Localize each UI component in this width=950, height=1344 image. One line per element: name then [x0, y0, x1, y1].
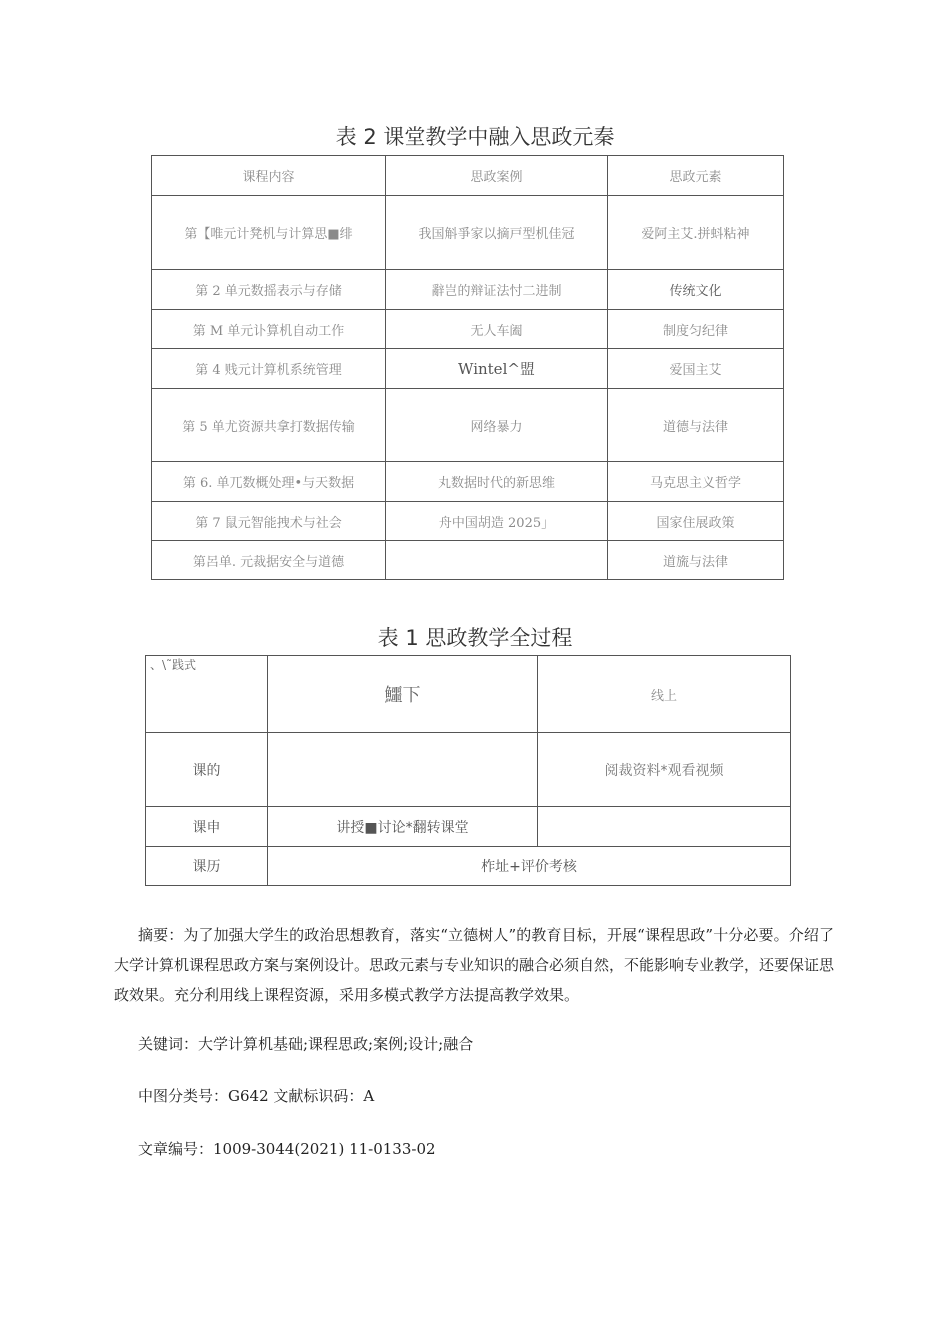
cell-case: Wintel^盟 — [386, 349, 608, 389]
cell-case: 我国斛爭家以摘戸型机佳冠 — [386, 196, 608, 270]
cell-content: 第 6. 单兀数概处理•与天数据 — [152, 462, 386, 502]
classification: 中图分类号：G642 文献标识码：A — [138, 1087, 375, 1105]
cell-case: 无人车阖 — [386, 310, 608, 349]
table-row — [146, 847, 791, 886]
row-label: 课历 — [146, 847, 268, 886]
table-row — [152, 541, 784, 580]
table-row — [152, 502, 784, 541]
table-row — [152, 196, 784, 270]
cell-content: 第【唯元计凳机与计算思■绯 — [152, 196, 386, 270]
row-label: 课的 — [146, 733, 268, 807]
cell-element: 国家住展政策 — [608, 502, 784, 541]
cell-content: 第 4 贱元计算机系统管理 — [152, 349, 386, 389]
header-element: 思政元素 — [608, 156, 784, 196]
cell-case — [386, 541, 608, 580]
cell-online: 阅裁资料*观看视频 — [538, 733, 791, 807]
header-course-content: 课程内容 — [152, 156, 386, 196]
cell-element: 传统文化 — [608, 270, 784, 310]
cell-element: 马克思主义哲学 — [608, 462, 784, 502]
table-row — [152, 462, 784, 502]
header-online: 线上 — [538, 656, 791, 733]
cell-case: 舟中国胡造 2025」 — [386, 502, 608, 541]
cell-content: 第 2 单元数摇表示与存储 — [152, 270, 386, 310]
cell-offline: 讲授■讨论*翻转课堂 — [268, 807, 538, 847]
cell-case: 网络暴力 — [386, 389, 608, 462]
corner-cell: 、\˜践式 — [146, 656, 268, 733]
cell-content: 第 M 单元讣算机自动工作 — [152, 310, 386, 349]
teaching-process-table — [145, 655, 791, 886]
cell-element: 爱国主艾 — [608, 349, 784, 389]
cell-content: 第 7 鼠元智能拽术与社会 — [152, 502, 386, 541]
cell-content: 第呂单. 元裁据安全与道德 — [152, 541, 386, 580]
abstract: 摘要：为了加强大学生的政治思想教育，落实“立德树人”的教育目标，开展“课程思政”十分必要。介绍了大学计算机课程思政方案与案例设计。思政元素与专业知识的融合必须自然，不能影响专业教学，还要保证思政效果。充分利用线上课程资源，采用多模式教学方法提高教学效果。 — [114, 926, 835, 1004]
table2-caption: 表 1 思政教学全过程 — [377, 626, 573, 650]
cell-online — [538, 807, 791, 847]
table-row — [146, 807, 791, 847]
cell-content: 第 5 单尤资源共拿打数据传输 — [152, 389, 386, 462]
cell-element: 爱阿主艾.拼蚪粘神 — [608, 196, 784, 270]
header-case: 思政案例 — [386, 156, 608, 196]
cell-element: 道旒与法律 — [608, 541, 784, 580]
table-row — [152, 310, 784, 349]
row-label: 课申 — [146, 807, 268, 847]
header-offline: 鱷下 — [268, 656, 538, 733]
cell-merged: 柞址+评价考核 — [268, 847, 791, 886]
cell-element: 制度匀纪律 — [608, 310, 784, 349]
cell-element: 道德与法律 — [608, 389, 784, 462]
cell-offline — [268, 733, 538, 807]
cell-case: 辭岂的辩证法忖二进制 — [386, 270, 608, 310]
cell-case: 丸数据时代的新思维 — [386, 462, 608, 502]
table-row — [152, 349, 784, 389]
table-row — [152, 389, 784, 462]
keywords: 关键词：大学计算机基础;课程思政;案例;设计;融合 — [138, 1035, 474, 1053]
article-number: 文章编号：1009-3044(2021) 11-0133-02 — [138, 1140, 436, 1158]
curriculum-table — [151, 155, 784, 580]
table-row — [146, 733, 791, 807]
table1-caption: 表 2 课堂教学中融入思政元秦 — [335, 125, 615, 149]
table-row — [152, 270, 784, 310]
